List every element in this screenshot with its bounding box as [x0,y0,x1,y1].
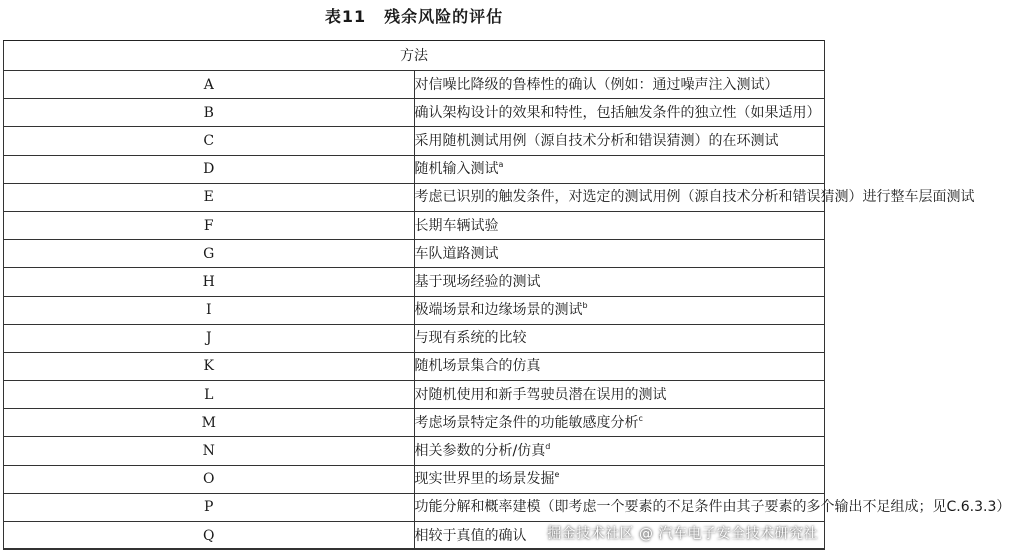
table-row [4,155,825,183]
method-code: N [4,437,415,465]
method-code: P [4,493,415,521]
table-row [4,99,825,127]
method-code: A [4,71,415,99]
method-code: C [4,127,415,155]
table-row [4,183,825,211]
table-row [4,437,825,465]
method-description [414,437,825,465]
table-row [4,240,825,268]
method-description [414,99,825,127]
table-bottom-border [3,548,825,549]
method-description [414,71,825,99]
method-text: 对信噪比降级的鲁棒性的确认（例如：通过噪声注入测试） [414,76,779,93]
method-code: J [4,324,415,352]
method-description [414,324,825,352]
method-text: 相关参数的分析/仿真 [414,443,546,460]
method-text: 随机输入测试 [414,161,499,178]
watermark: 掘金技术社区 @ 汽车电子安全技术研究社 [547,526,818,542]
method-description [414,409,825,437]
method-code: L [4,381,415,409]
method-description [414,465,825,493]
method-code: G [4,240,415,268]
method-description [414,381,825,409]
table-row [4,352,825,380]
method-text: 考虑场景特定条件的功能敏感度分析 [414,414,639,431]
table-row [4,493,825,521]
method-code: Q [4,522,415,550]
method-description [414,155,825,183]
table-row [4,71,825,99]
table-name: 残余风险的评估 [384,7,504,26]
method-description [414,268,825,296]
table-row [4,465,825,493]
footnote-marker: d [545,442,551,452]
method-description [414,240,825,268]
method-description [414,183,975,211]
method-description [414,493,1010,521]
method-code: E [4,183,415,211]
method-text: 对随机使用和新手驾驶员潜在误用的测试 [414,386,667,403]
method-text: 采用随机测试用例（源自技术分析和错误猜测）的在环测试 [414,132,779,149]
methods-table [3,40,1010,550]
method-text: 随机场景集合的仿真 [414,358,541,375]
table-row [4,409,825,437]
method-text: 车队道路测试 [414,245,499,262]
table-row [4,127,825,155]
method-code: O [4,465,415,493]
method-text: 相较于真值的确认 [414,527,527,544]
method-text: 基于现场经验的测试 [414,273,541,290]
footnote-marker: c [638,413,643,423]
method-text: 现实世界里的场景发掘 [414,471,555,488]
method-code: H [4,268,415,296]
method-text: 功能分解和概率建模（即考虑一个要素的不足条件由其子要素的多个输出不足组成；见C.6.3.3） [414,499,1010,516]
method-code: I [4,296,415,324]
table-row [4,381,825,409]
method-header: 方法 [4,41,825,71]
method-text: 与现有系统的比较 [414,330,527,347]
method-code: B [4,99,415,127]
table-row [4,296,825,324]
method-description [414,127,825,155]
table-number: 表11 [324,7,367,26]
footnote-marker: b [582,301,588,311]
method-text: 确认架构设计的效果和特性，包括触发条件的独立性（如果适用） [414,104,821,121]
table-body [4,71,1010,550]
method-code: K [4,352,415,380]
method-text: 极端场景和边缘场景的测试 [414,302,583,319]
method-text: 考虑已识别的触发条件，对选定的测试用例（源自技术分析和错误猜测）进行整车层面测试 [414,189,975,206]
table-row [4,324,825,352]
method-text: 长期车辆试验 [414,217,499,234]
method-code: D [4,155,415,183]
table-header-row [4,41,825,71]
method-description [414,211,825,239]
method-description [414,352,825,380]
table-row [4,211,825,239]
footnote-marker: a [498,160,504,170]
table-title [0,4,828,27]
method-code: M [4,409,415,437]
method-code: F [4,211,415,239]
footnote-marker: e [554,470,560,480]
method-description [414,296,825,324]
table-row [4,268,825,296]
